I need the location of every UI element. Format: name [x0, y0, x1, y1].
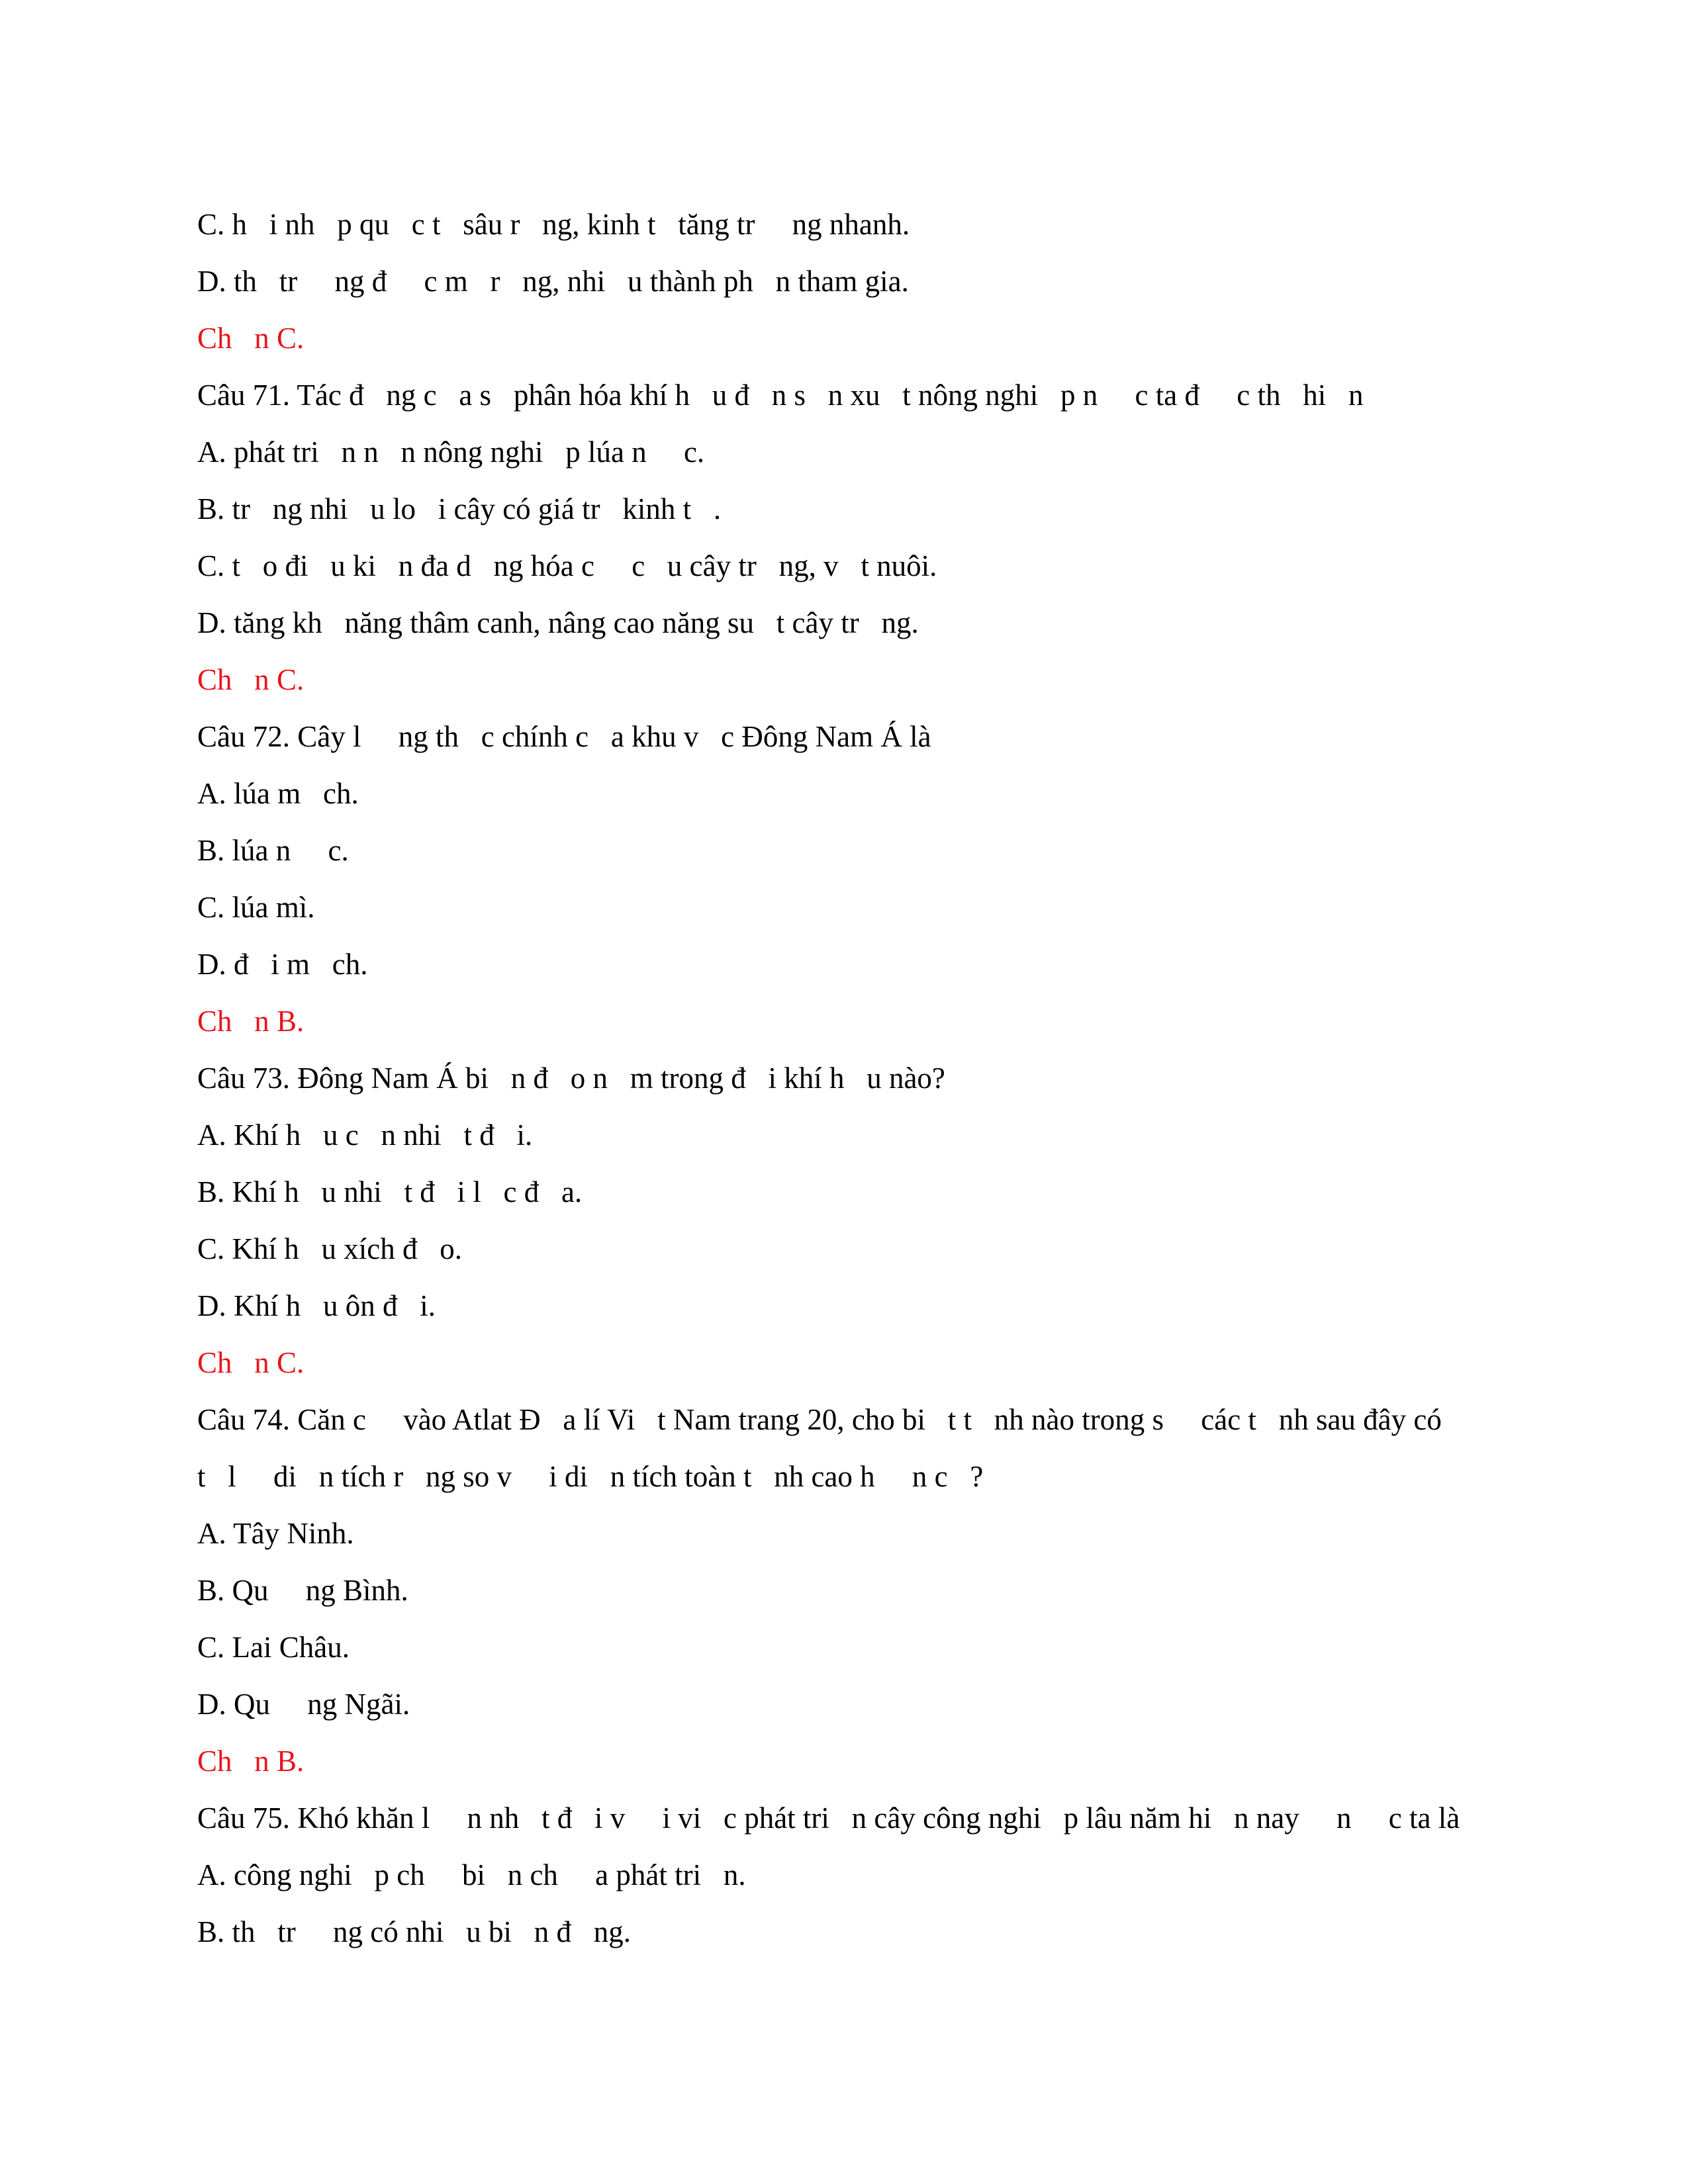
question-line: t l di n tích r ng so v i di n tích toàn t nh cao h n c ? — [197, 1460, 984, 1493]
option-line: D. Qu ng Ngãi. — [197, 1688, 410, 1721]
option-line: D. th tr ng đ c m r ng, nhi u thành ph n tham gia. — [197, 265, 909, 298]
option-line: B. tr ng nhi u lo i cây có giá tr kinh t . — [197, 492, 722, 525]
question-line: Câu 74. Căn c vào Atlat Đ a lí Vi t Nam trang 20, cho bi t t nh nào trong s các t nh sau đây có — [197, 1403, 1442, 1436]
option-line: D. tăng kh năng thâm canh, nâng cao năng su t cây tr ng. — [197, 606, 919, 639]
option-line: C. Lai Châu. — [197, 1631, 350, 1664]
question-line: Câu 71. Tác đ ng c a s phân hóa khí h u đ n s n xu t nông nghi p n c ta đ c th hi n — [197, 379, 1364, 412]
option-line: A. Tây Ninh. — [197, 1517, 354, 1550]
option-line: C. h i nh p qu c t sâu r ng, kinh t tăng tr ng nhanh. — [197, 208, 910, 241]
answer-line: Ch n C. — [197, 663, 305, 696]
option-line: C. t o đi u ki n đa d ng hóa c c u cây tr ng, v t nuôi. — [197, 549, 937, 582]
question-line: Câu 75. Khó khăn l n nh t đ i v i vi c phát tri n cây công nghi p lâu năm hi n nay n c ta là — [197, 1801, 1460, 1835]
option-line: D. Khí h u ôn đ i. — [197, 1289, 436, 1322]
option-line: A. phát tri n n n nông nghi p lúa n c. — [197, 435, 705, 469]
option-line: B. Qu ng Bình. — [197, 1574, 408, 1607]
option-line: C. Khí h u xích đ o. — [197, 1232, 462, 1265]
option-line: D. đ i m ch. — [197, 948, 368, 981]
option-line: B. lúa n c. — [197, 834, 349, 867]
option-line: A. công nghi p ch bi n ch a phát tri n. — [197, 1858, 746, 1891]
option-line: A. Khí h u c n nhi t đ i. — [197, 1118, 533, 1152]
option-line: B. Khí h u nhi t đ i l c đ a. — [197, 1175, 583, 1208]
option-line: C. lúa mì. — [197, 891, 315, 924]
question-line: Câu 72. Cây l ng th c chính c a khu v c Đông Nam Á là — [197, 720, 931, 753]
answer-line: Ch n C. — [197, 322, 305, 355]
answer-line: Ch n C. — [197, 1346, 305, 1379]
answer-line: Ch n B. — [197, 1005, 305, 1038]
document-body — [197, 196, 1515, 1960]
answer-line: Ch n B. — [197, 1745, 305, 1778]
option-line: A. lúa m ch. — [197, 777, 359, 810]
question-line: Câu 73. Đông Nam Á bi n đ o n m trong đ i khí h u nào? — [197, 1062, 945, 1095]
option-line: B. th tr ng có nhi u bi n đ ng. — [197, 1915, 631, 1948]
